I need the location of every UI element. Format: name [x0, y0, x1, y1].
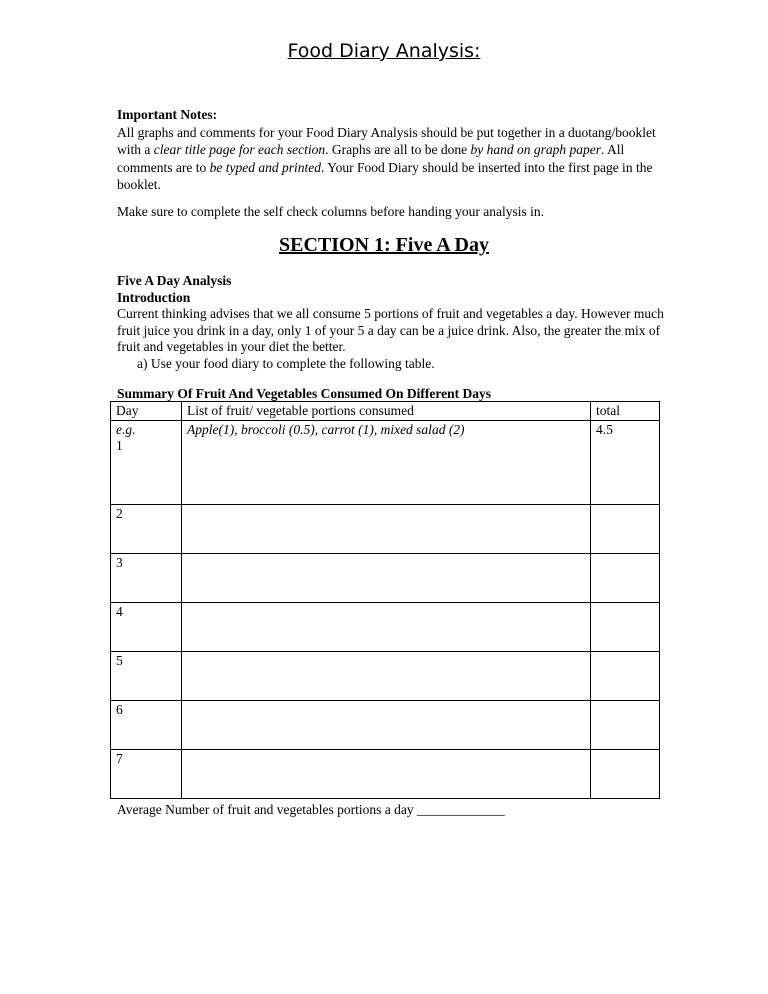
- list-cell[interactable]: [182, 750, 591, 799]
- table-row: [111, 701, 660, 750]
- section-subtitle: Five A Day Analysis: [117, 273, 232, 288]
- page-title: Food Diary Analysis:: [287, 40, 481, 62]
- notes-text-1: All graphs and comments for your Food Diary Analysis should be put together in a duotang/booklet with a: [117, 124, 656, 157]
- total-cell[interactable]: [591, 652, 660, 701]
- example-day: e.g.: [116, 422, 136, 437]
- day-cell: 3: [111, 554, 182, 603]
- section-intro: [117, 273, 677, 372]
- task-a: a) Use your food diary to complete the following table.: [137, 355, 435, 371]
- day-cell: [111, 421, 182, 505]
- header-list: List of fruit/ vegetable portions consumed: [182, 402, 591, 421]
- notes-heading: Important Notes:: [117, 107, 218, 122]
- table-row: [111, 505, 660, 554]
- notes-emph-1: clear title page for each section: [153, 142, 326, 157]
- header-total: total: [591, 402, 660, 421]
- self-check-note: Make sure to complete the self check columns before handing your analysis in.: [117, 204, 544, 219]
- list-cell[interactable]: [182, 603, 591, 652]
- total-cell[interactable]: [591, 603, 660, 652]
- notes-emph-3: be typed and printed: [209, 159, 321, 175]
- example-total: 4.5: [596, 422, 613, 437]
- table-row: [111, 750, 660, 799]
- list-cell[interactable]: [182, 701, 591, 750]
- intro-text: Current thinking advises that we all consume 5 portions of fruit and vegetables a day. However much fruit juice you drink in a day, only 1 of your 5 a day can be a juice drink. Also, the greater the mix of fruit and vegetables in your diet the better.: [117, 306, 664, 354]
- day-cell: 5: [111, 652, 182, 701]
- total-cell[interactable]: [591, 750, 660, 799]
- average-portions-line: Average Number of fruit and vegetables portions a day _____________: [117, 802, 505, 817]
- day-cell: 2: [111, 505, 182, 554]
- table-caption: Summary Of Fruit And Vegetables Consumed On Different Days: [117, 386, 492, 401]
- list-cell[interactable]: [182, 421, 591, 505]
- notes-text-2: . Graphs are all to be done: [325, 142, 471, 157]
- important-notes: [117, 106, 662, 194]
- total-cell[interactable]: [591, 554, 660, 603]
- list-cell[interactable]: [182, 554, 591, 603]
- notes-text-3: . All comments are to: [117, 142, 625, 175]
- notes-emph-2: by hand on graph paper: [470, 142, 602, 157]
- section-title: SECTION 1: Five A Day: [278, 234, 490, 256]
- total-cell[interactable]: [591, 701, 660, 750]
- summary-table: [110, 401, 660, 799]
- example-list: Apple(1), broccoli (0.5), carrot (1), mixed salad (2): [187, 422, 465, 437]
- day-cell: 4: [111, 603, 182, 652]
- list-cell[interactable]: [182, 652, 591, 701]
- day-cell: 7: [111, 750, 182, 799]
- notes-text-4: . Your Food Diary should be inserted into the first page in the booklet.: [117, 159, 653, 192]
- intro-heading: Introduction: [117, 289, 191, 305]
- table-row: [111, 652, 660, 701]
- table-header-row: [111, 402, 660, 421]
- table-row: [111, 554, 660, 603]
- total-cell[interactable]: [591, 421, 660, 505]
- notes-body: [117, 124, 662, 194]
- list-cell[interactable]: [182, 505, 591, 554]
- table-row: [111, 603, 660, 652]
- day-cell: 6: [111, 701, 182, 750]
- total-cell[interactable]: [591, 505, 660, 554]
- day-1: 1: [116, 438, 123, 453]
- table-row-example: [111, 421, 660, 505]
- header-day: Day: [111, 402, 182, 421]
